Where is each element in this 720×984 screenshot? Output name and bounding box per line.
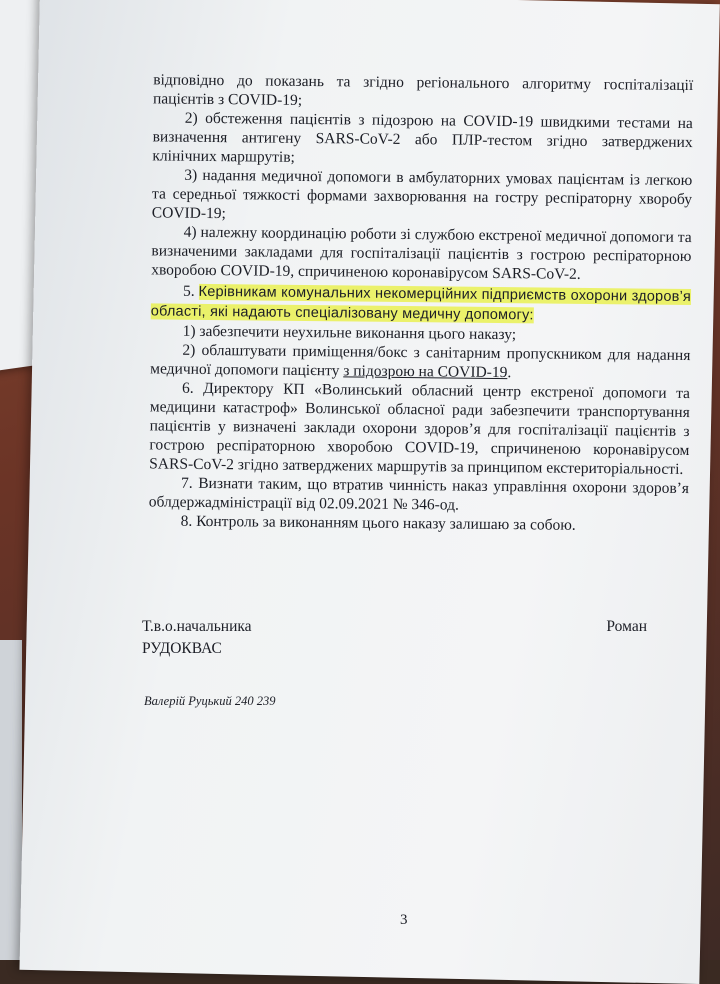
paragraph-7: 7. Визнати таким, що втратив чинність наказ управління охорони здоров’я облдержадміністрації від 02.09.2021 № 346-од. bbox=[148, 474, 690, 514]
highlighted-text: Керівникам комунальних некомерційних підприємств охорони здоров’я області, які надають спеціалізовану медичну допомогу: bbox=[150, 283, 692, 324]
paragraph-5-number: 5. bbox=[182, 282, 195, 300]
paragraph-5-2-text: 2) облаштувати приміщення/бокс з санітарним пропускником для надання медичної допомоги пацієнту bbox=[150, 341, 691, 380]
signatory-first-name: Роман bbox=[606, 618, 647, 635]
underlined-text: з підозрою на COVID-19 bbox=[343, 362, 508, 382]
paragraph-4-1-continued: відповідно до показань та згідно регіонального алгоритму госпіталізації пацієнтів з COVID-19; bbox=[152, 71, 694, 109]
paragraph-4-2: 2) обстеження пацієнтів з підозрою на COVID-19 швидкими тестами на визначення антигену SARS-CoV-2 або ПЛР-тестом згідно затверджених клінічних маршрутів; bbox=[152, 109, 693, 166]
paragraph-4-4: 4) належну координацію роботи зі службою екстреної медичної допомоги та визначеними закладами для госпіталізації пацієнтів з гострою респіраторною хворобою COVID-19, спричиненою коронавірусом SARS-CoV-2. bbox=[151, 223, 692, 283]
paragraph-4-3: 3) надання медичної допомоги в амбулаторних умовах пацієнтам із легкою та середньої тяжкості формами захворювання на гостру респіраторну хворобу COVID-19; bbox=[151, 166, 693, 223]
signature-block bbox=[142, 616, 647, 660]
paragraph-8: 8. Контроль за виконанням цього наказу залишаю за собою. bbox=[180, 512, 576, 534]
document-body bbox=[149, 70, 694, 536]
paragraph-5-2-end: . bbox=[507, 364, 512, 382]
executor-contact: Валерій Руцький 240 239 bbox=[144, 694, 276, 708]
paragraph-5-1: 1) забезпечити неухильне виконання цього наказу; bbox=[182, 322, 517, 344]
underlying-paper-edge bbox=[0, 640, 22, 960]
paragraph-5-2 bbox=[150, 340, 690, 384]
page-number: 3 bbox=[400, 912, 408, 928]
paragraph-6: 6. Директору КП «Волинський обласний центр екстреної допомоги та медицини катастроф» Волинської обласної ради забезпечити транспортування пацієнтів у визначені заклади охорони здоров’я для госпіталізації пацієнтів з гострою респіраторною хворобою COVID-19, спричиненою коронавірусом SARS-CoV-2 згідно затверджених маршрутів за принципом екстериторіальності. bbox=[149, 379, 691, 478]
document-page bbox=[19, 0, 719, 984]
paragraph-5 bbox=[151, 281, 691, 327]
signatory-surname: РУДОКВАС bbox=[142, 640, 222, 657]
signatory-title: Т.в.о.начальника bbox=[142, 618, 252, 635]
